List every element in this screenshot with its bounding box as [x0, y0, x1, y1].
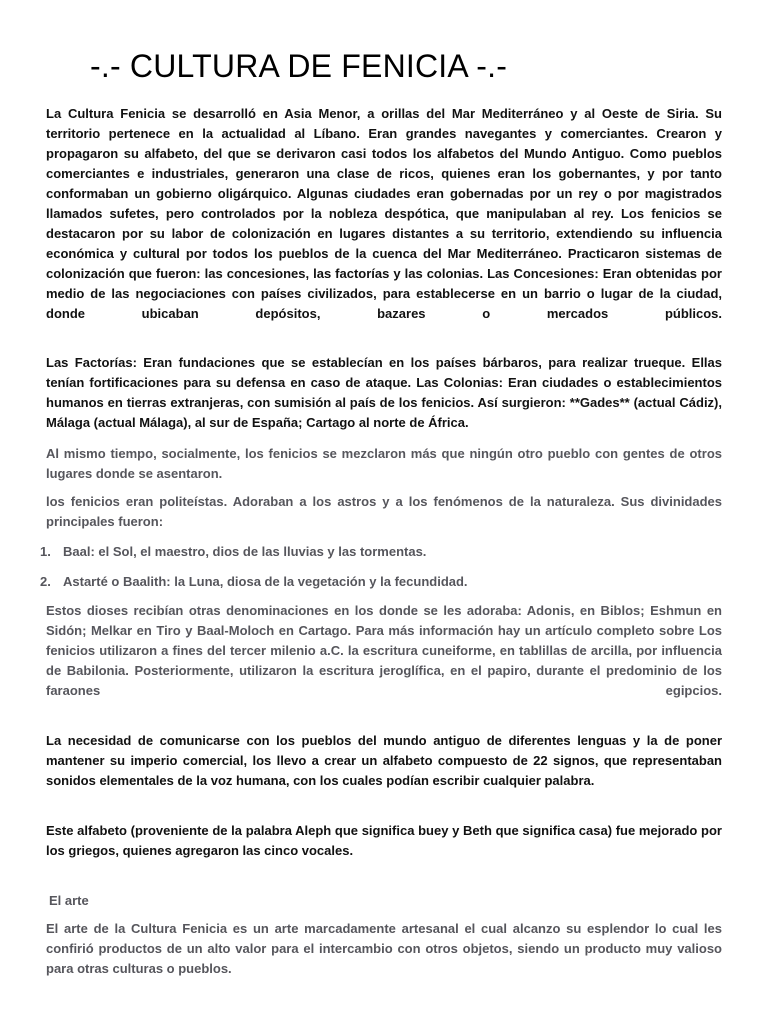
list-item-text: Astarté o Baalith: la Luna, diosa de la vegetación y la fecundidad.	[63, 574, 468, 589]
list-item-number: 2.	[40, 574, 51, 589]
list-item	[40, 542, 722, 562]
paragraph-intro: La Cultura Fenicia se desarrolló en Asia Menor, a orillas del Mar Mediterráneo y al Oeste de Siria. Su territorio pertenece en la actualidad al Líbano. Eran grandes navegantes y comerciantes. Crearon y propagaron su alfabeto, del que se derivaron casi todos los alfabetos del Mundo Antiguo. Como pueblos comerciantes e industriales, generaron una clase de ricos, quienes eran los gobernantes, y por tanto conformaban un gobierno oligárquico. Algunas ciudades eran gobernadas por un rey o por magistrados llamados sufetes, pero controlados por la nobleza despótica, que manipulaban al rey. Los fenicios se destacaron por su labor de colonización en lugares distantes a su territorio, extendiendo su influencia económica y cultural por todos los pueblos de la cuenca del Mar Mediterráneo. Practicaron sistemas de colonización que fueron: las concesiones, las factorías y las colonias. Las Concesiones: Eran obtenidas por medio de las negociaciones con países civilizados, para establecerse en un barrio o lugar de la ciudad, donde ubicaban depósitos, bazares o mercados públicos.	[46, 106, 722, 321]
paragraph-religion: los fenicios eran politeístas. Adoraban a los astros y a los fenómenos de la naturaleza. Sus divinidades principales fueron:	[46, 494, 722, 529]
paragraph-alphabet-need: La necesidad de comunicarse con los pueblos del mundo antiguo de diferentes lenguas y la de poner mantener su imperio comercial, los llevo a crear un alfabeto compuesto de 22 signos, que representaban sonidos elementales de la voz humana, con los cuales podían escribir cualquier palabra.	[46, 733, 722, 788]
paragraph-arte: El arte de la Cultura Fenicia es un arte marcadamente artesanal el cual alcanzo su esplendor lo cual les confirió productos de un alto valor para el intercambio con otros objetos, siendo un producto muy valioso para otras culturas o pueblos.	[46, 921, 722, 976]
list-item	[40, 572, 722, 592]
paragraph-gods-writing: Estos dioses recibían otras denominaciones en los donde se les adoraba: Adonis, en Biblos; Eshmun en Sidón; Melkar en Tiro y Baal-Moloch en Cartago. Para más información hay un artículo completo sobre Los fenicios utilizaron a fines del tercer milenio a.C. la escritura cuneiforme, en tablillas de arcilla, por influencia de Babilonia. Posteriormente, utilizaron la escritura jeroglífica, en el papiro, durante el predominio de los faraones egipcios.	[46, 603, 722, 698]
section-heading-arte: El arte	[49, 893, 89, 908]
list-item-text: Baal: el Sol, el maestro, dios de las lluvias y las tormentas.	[63, 544, 427, 559]
divinities-list	[40, 542, 722, 592]
paragraph-factorias: Las Factorías: Eran fundaciones que se establecían en los países bárbaros, para realizar trueque. Ellas tenían fortificaciones para su defensa en caso de ataque. Las Colonias: Eran ciudades o establecimientos humanos en tierras extranjeras, con sumisión al país de los fenicios. Así surgieron: **Gades** (actual Cádiz), Málaga (actual Málaga), al sur de España; Cartago al norte de África.	[46, 355, 722, 430]
page-title: -.- CULTURA DE FENICIA -.-	[90, 48, 508, 84]
list-item-number: 1.	[40, 544, 51, 559]
paragraph-alphabet-origin: Este alfabeto (proveniente de la palabra Aleph que significa buey y Beth que significa casa) fue mejorado por los griegos, quienes agregaron las cinco vocales.	[46, 823, 722, 858]
paragraph-social: Al mismo tiempo, socialmente, los fenicios se mezclaron más que ningún otro pueblo con gentes de otros lugares donde se asentaron.	[46, 446, 722, 481]
